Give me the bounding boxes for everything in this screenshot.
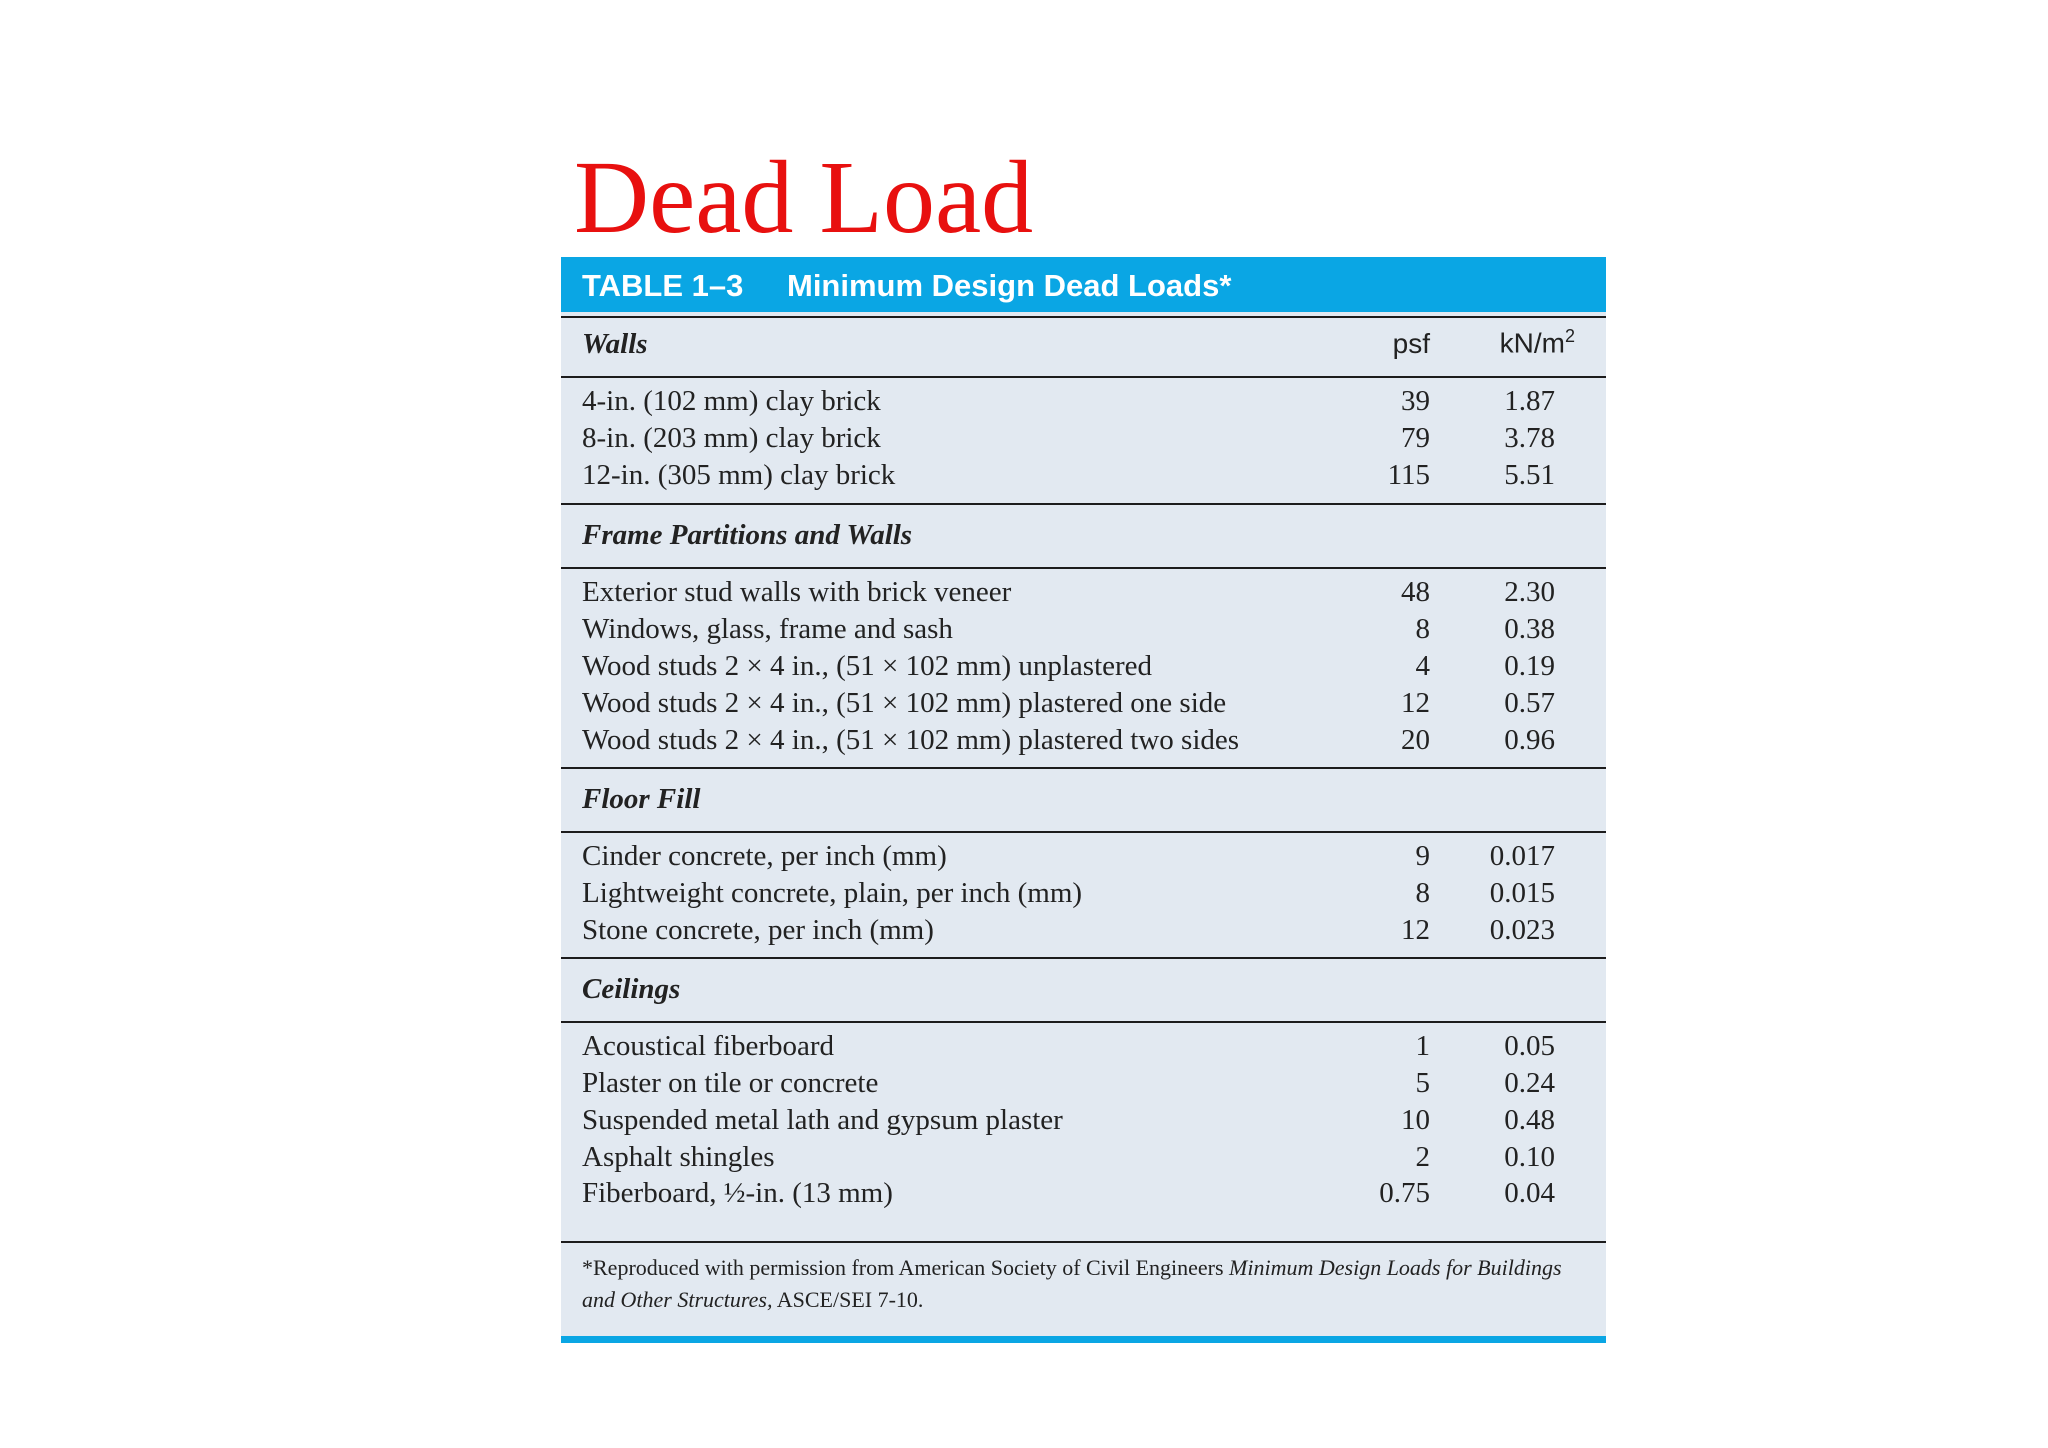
row-description: Exterior stud walls with brick veneer <box>582 576 1012 608</box>
row-kn: 0.04 <box>1504 1177 1555 1209</box>
table-row <box>561 912 1606 949</box>
row-kn: 0.19 <box>1504 650 1555 682</box>
footnote-text-end: ASCE/SEI 7-10. <box>772 1287 924 1312</box>
row-psf: 4 <box>1415 650 1430 682</box>
row-kn: 5.51 <box>1504 459 1555 491</box>
row-kn: 2.30 <box>1504 576 1555 608</box>
table-row <box>561 1175 1606 1212</box>
row-psf: 0.75 <box>1379 1177 1430 1209</box>
table-row <box>561 457 1606 494</box>
table-row <box>561 838 1606 875</box>
table-row <box>561 1028 1606 1065</box>
rule <box>561 503 1606 505</box>
rule <box>561 957 1606 959</box>
row-description: Plaster on tile or concrete <box>582 1067 879 1099</box>
row-description: 8-in. (203 mm) clay brick <box>582 422 881 454</box>
column-header-psf: psf <box>1392 328 1430 359</box>
table-row <box>561 648 1606 685</box>
row-kn: 0.96 <box>1504 724 1555 756</box>
row-psf: 12 <box>1401 914 1430 946</box>
table-row <box>561 383 1606 420</box>
row-description: Cinder concrete, per inch (mm) <box>582 840 947 872</box>
row-description: Windows, glass, frame and sash <box>582 613 953 645</box>
section-label-ceilings: Ceilings <box>582 973 681 1005</box>
row-kn: 3.78 <box>1504 422 1555 454</box>
rule <box>561 767 1606 769</box>
row-kn: 0.023 <box>1489 914 1555 946</box>
row-kn: 1.87 <box>1504 385 1555 417</box>
row-description: Fiberboard, ½-in. (13 mm) <box>582 1177 893 1209</box>
row-description: 4-in. (102 mm) clay brick <box>582 385 881 417</box>
table-row <box>561 611 1606 648</box>
bottom-accent-bar <box>561 1336 1606 1343</box>
row-description: Acoustical fiberboard <box>582 1030 835 1062</box>
rule <box>561 567 1606 569</box>
row-description: Lightweight concrete, plain, per inch (mm) <box>582 877 1083 909</box>
row-kn: 0.017 <box>1489 840 1555 872</box>
row-psf: 12 <box>1401 687 1430 719</box>
table-row <box>561 420 1606 457</box>
row-psf: 115 <box>1387 459 1430 491</box>
row-psf: 9 <box>1415 840 1430 872</box>
row-psf: 2 <box>1415 1141 1430 1173</box>
row-psf: 1 <box>1415 1030 1430 1062</box>
table-row <box>561 875 1606 912</box>
row-kn: 0.24 <box>1504 1067 1555 1099</box>
rule <box>561 316 1606 318</box>
rule <box>561 1241 1606 1243</box>
table-row <box>561 722 1606 759</box>
dead-loads-table <box>561 257 1606 1343</box>
row-psf: 8 <box>1415 877 1430 909</box>
row-kn: 0.38 <box>1504 613 1555 645</box>
table-header <box>561 257 1606 312</box>
row-psf: 8 <box>1415 613 1430 645</box>
row-description: Wood studs 2 × 4 in., (51 × 102 mm) plastered two sides <box>582 724 1240 756</box>
rule <box>561 376 1606 378</box>
table-row <box>561 1102 1606 1139</box>
row-psf: 20 <box>1401 724 1430 756</box>
row-description: Stone concrete, per inch (mm) <box>582 914 934 946</box>
section-label-walls: Walls <box>582 328 648 360</box>
row-psf: 48 <box>1401 576 1430 608</box>
footnote-source-title: Minimum Design Loads for Buildings and Other Structures, <box>582 1255 1562 1312</box>
row-psf: 79 <box>1401 422 1430 454</box>
table-row <box>561 685 1606 722</box>
table-row <box>561 574 1606 611</box>
rule <box>561 1021 1606 1023</box>
row-psf: 39 <box>1401 385 1430 417</box>
row-psf: 10 <box>1401 1104 1430 1136</box>
table-row <box>561 1139 1606 1176</box>
row-kn: 0.10 <box>1504 1141 1555 1173</box>
row-description: 12-in. (305 mm) clay brick <box>582 459 896 491</box>
row-kn: 0.57 <box>1504 687 1555 719</box>
row-description: Wood studs 2 × 4 in., (51 × 102 mm) plastered one side <box>582 687 1227 719</box>
row-kn: 0.05 <box>1504 1030 1555 1062</box>
section-label-floor-fill: Floor Fill <box>582 783 701 815</box>
row-psf: 5 <box>1415 1067 1430 1099</box>
rule <box>561 831 1606 833</box>
row-description: Asphalt shingles <box>582 1141 775 1173</box>
section-label-frame-partitions: Frame Partitions and Walls <box>582 519 913 551</box>
table-title: Minimum Design Dead Loads* <box>787 268 1232 303</box>
footnote-text: *Reproduced with permission from American Society of Civil Engineers <box>582 1255 1230 1280</box>
table-number: TABLE 1–3 <box>582 268 744 303</box>
row-description: Wood studs 2 × 4 in., (51 × 102 mm) unplastered <box>582 650 1153 682</box>
column-header-kn: $kN/m^2$ <box>1499 326 1575 359</box>
slide-title: Dead Load <box>574 140 1034 255</box>
table-row <box>561 1065 1606 1102</box>
row-description: Suspended metal lath and gypsum plaster <box>582 1104 1063 1136</box>
row-kn: 0.015 <box>1489 877 1555 909</box>
footnote <box>582 1252 1592 1316</box>
row-kn: 0.48 <box>1504 1104 1555 1136</box>
